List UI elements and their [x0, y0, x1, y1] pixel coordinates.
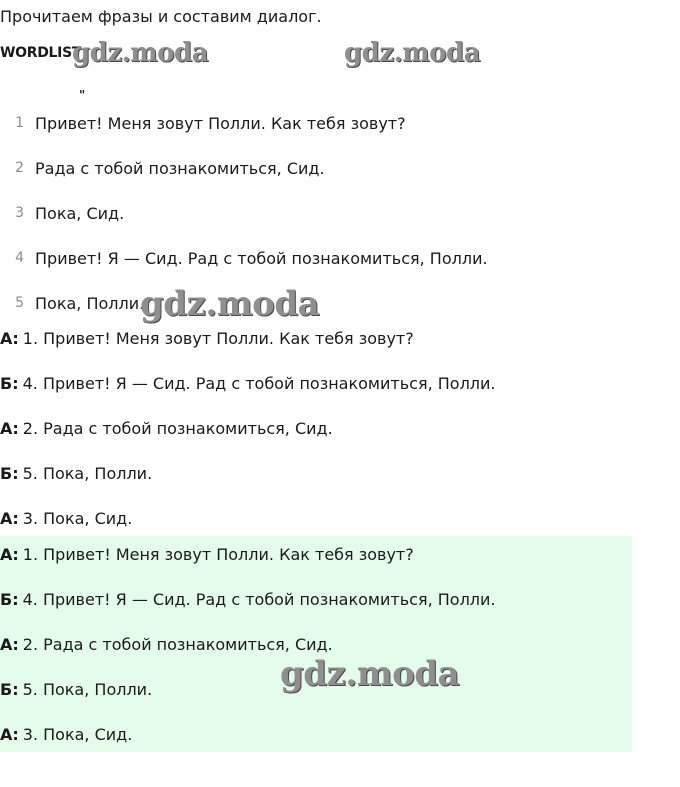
item-number: 3	[15, 205, 24, 221]
list-item	[0, 247, 488, 269]
watermark: gdz.moda	[140, 284, 320, 324]
line-text: 2. Рада с тобой познакомиться, Сид.	[22, 418, 333, 438]
speaker-label: Б:	[0, 463, 19, 483]
quote-mark: "	[79, 88, 86, 102]
item-text: Рада с тобой познакомиться, Сид.	[35, 158, 325, 178]
watermark: gdz.moda	[72, 38, 209, 68]
line-text: 4. Привет! Я — Сид. Рад с тобой познакомиться, Полли.	[22, 373, 496, 393]
line-text: 1. Привет! Меня зовут Полли. Как тебя зовут?	[22, 328, 414, 348]
dialogue-line	[0, 417, 333, 439]
dialogue-line	[0, 327, 414, 349]
speaker-label: А:	[0, 418, 19, 438]
item-number: 5	[15, 295, 24, 311]
answer-line	[0, 588, 496, 610]
dialogue-line	[0, 372, 496, 394]
speaker-label: А:	[0, 634, 19, 654]
speaker-label: А:	[0, 724, 19, 744]
item-number: 2	[15, 160, 24, 176]
speaker-label: Б:	[0, 679, 19, 699]
answer-line	[0, 678, 152, 700]
wordlist-label: WORDLIST	[0, 45, 82, 61]
answer-line	[0, 723, 132, 745]
list-item	[0, 112, 406, 134]
item-text: Привет! Я — Сид. Рад с тобой познакомиться, Полли.	[35, 248, 488, 268]
speaker-label: Б:	[0, 373, 19, 393]
item-text: Пока, Полли.	[35, 293, 145, 313]
list-item	[0, 157, 325, 179]
instruction-text: Прочитаем фразы и составим диалог.	[0, 7, 322, 26]
speaker-label: Б:	[0, 589, 19, 609]
list-item	[0, 202, 124, 224]
line-text: 2. Рада с тобой познакомиться, Сид.	[22, 634, 333, 654]
dialogue-line	[0, 507, 132, 529]
dialogue-line	[0, 462, 152, 484]
line-text: 5. Пока, Полли.	[22, 679, 153, 699]
watermark: gdz.moda	[344, 38, 481, 68]
answer-line	[0, 543, 414, 565]
item-number: 4	[15, 250, 24, 266]
item-text: Привет! Меня зовут Полли. Как тебя зовут?	[35, 113, 406, 133]
item-number: 1	[15, 115, 24, 131]
line-text: 1. Привет! Меня зовут Полли. Как тебя зовут?	[22, 544, 414, 564]
line-text: 5. Пока, Полли.	[22, 463, 153, 483]
item-text: Пока, Сид.	[35, 203, 125, 223]
watermark: gdz.moda	[280, 654, 460, 694]
speaker-label: А:	[0, 328, 19, 348]
answer-line	[0, 633, 333, 655]
list-item	[0, 292, 144, 314]
speaker-label: А:	[0, 508, 19, 528]
line-text: 3. Пока, Сид.	[22, 724, 133, 744]
line-text: 3. Пока, Сид.	[22, 508, 133, 528]
line-text: 4. Привет! Я — Сид. Рад с тобой познакомиться, Полли.	[22, 589, 496, 609]
speaker-label: А:	[0, 544, 19, 564]
